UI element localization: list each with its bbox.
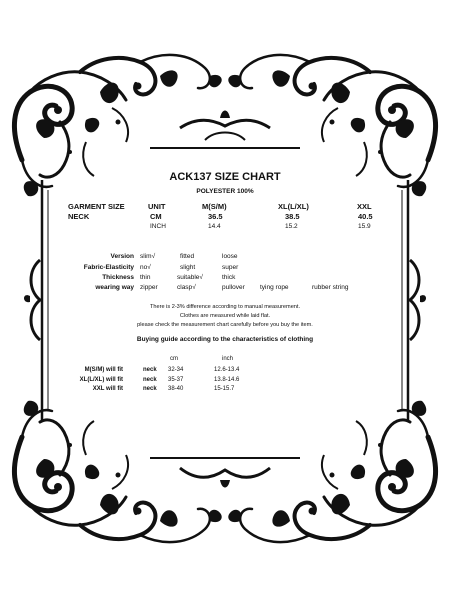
material-text: POLYESTER 100%	[196, 188, 254, 195]
chart-title: ACK137 SIZE CHART	[169, 171, 281, 183]
size-header-unit: UNIT	[148, 202, 166, 211]
size-row-label: NECK	[68, 212, 90, 221]
option-text: pullover	[222, 284, 245, 291]
guide-row-inch: 12.6-13.4	[214, 367, 240, 373]
option-text: fitted	[180, 253, 195, 260]
guide-row-cm: 38-40	[168, 386, 184, 392]
check-mark: √	[199, 274, 203, 281]
fabric-elasticity-label: Fabric-Elasticity	[83, 264, 134, 271]
size-cell-unit: INCH	[150, 223, 166, 230]
size-cell-xl: 38.5	[285, 212, 300, 221]
option-text: rubber string	[312, 284, 349, 291]
note-line: There is 2-3% difference according to manual measurement.	[149, 304, 301, 310]
guide-row-inch: 13.8-14.6	[214, 377, 240, 383]
size-cell-xxl: 15.9	[358, 223, 371, 230]
guide-row-label: XXL will fit	[92, 386, 123, 392]
guide-row-label: M(S/M) will fit	[84, 367, 123, 373]
guide-header-cm: cm	[170, 356, 178, 362]
size-cell-m: 14.4	[208, 223, 221, 230]
option-text: slight	[180, 264, 196, 271]
buying-guide-title: Buying guide according to the characteristics of clothing	[136, 336, 314, 343]
guide-row-part: neck	[143, 377, 157, 383]
guide-row-label: XL(L/XL) will fit	[79, 377, 123, 383]
wearing-way-label: wearing way	[95, 284, 134, 291]
note-line: Clothes are measured while laid flat.	[179, 313, 271, 319]
size-cell-xxl: 40.5	[358, 212, 373, 221]
size-cell-xl: 15.2	[285, 223, 298, 230]
option-text: slim√	[140, 253, 156, 260]
check-mark: √	[151, 253, 156, 260]
size-header-xxl: XXL	[357, 202, 372, 211]
option-text: thick	[222, 274, 236, 281]
guide-row-part: neck	[143, 386, 157, 392]
guide-row-inch: 15-15.7	[214, 386, 235, 392]
option-text: super	[222, 264, 239, 271]
guide-row-cm: 35-37	[168, 377, 184, 383]
check-mark: √	[147, 264, 151, 271]
option-text: thin	[140, 274, 151, 281]
guide-header-inch: inch	[222, 356, 234, 362]
size-header-m: M(S/M)	[202, 202, 227, 211]
version-label: Version	[110, 253, 134, 260]
size-cell-unit: CM	[150, 212, 162, 221]
note-line: please check the measurement chart carefully before you buy the item.	[137, 322, 313, 328]
option-text: suitable√	[177, 274, 203, 281]
guide-row-cm: 32-34	[168, 367, 184, 373]
option-text: clasp√	[177, 284, 196, 291]
thickness-label: Thickness	[102, 274, 134, 281]
option-text: loose	[222, 253, 238, 260]
option-text: no√	[140, 264, 151, 271]
guide-row-part: neck	[143, 367, 157, 373]
check-mark: √	[192, 284, 196, 291]
size-header-garment: GARMENT SIZE	[68, 202, 125, 211]
size-cell-m: 36.5	[208, 212, 223, 221]
size-header-xl: XL(L/XL)	[278, 202, 309, 211]
option-text: tying rope	[260, 284, 289, 291]
option-text: zipper	[140, 284, 158, 291]
